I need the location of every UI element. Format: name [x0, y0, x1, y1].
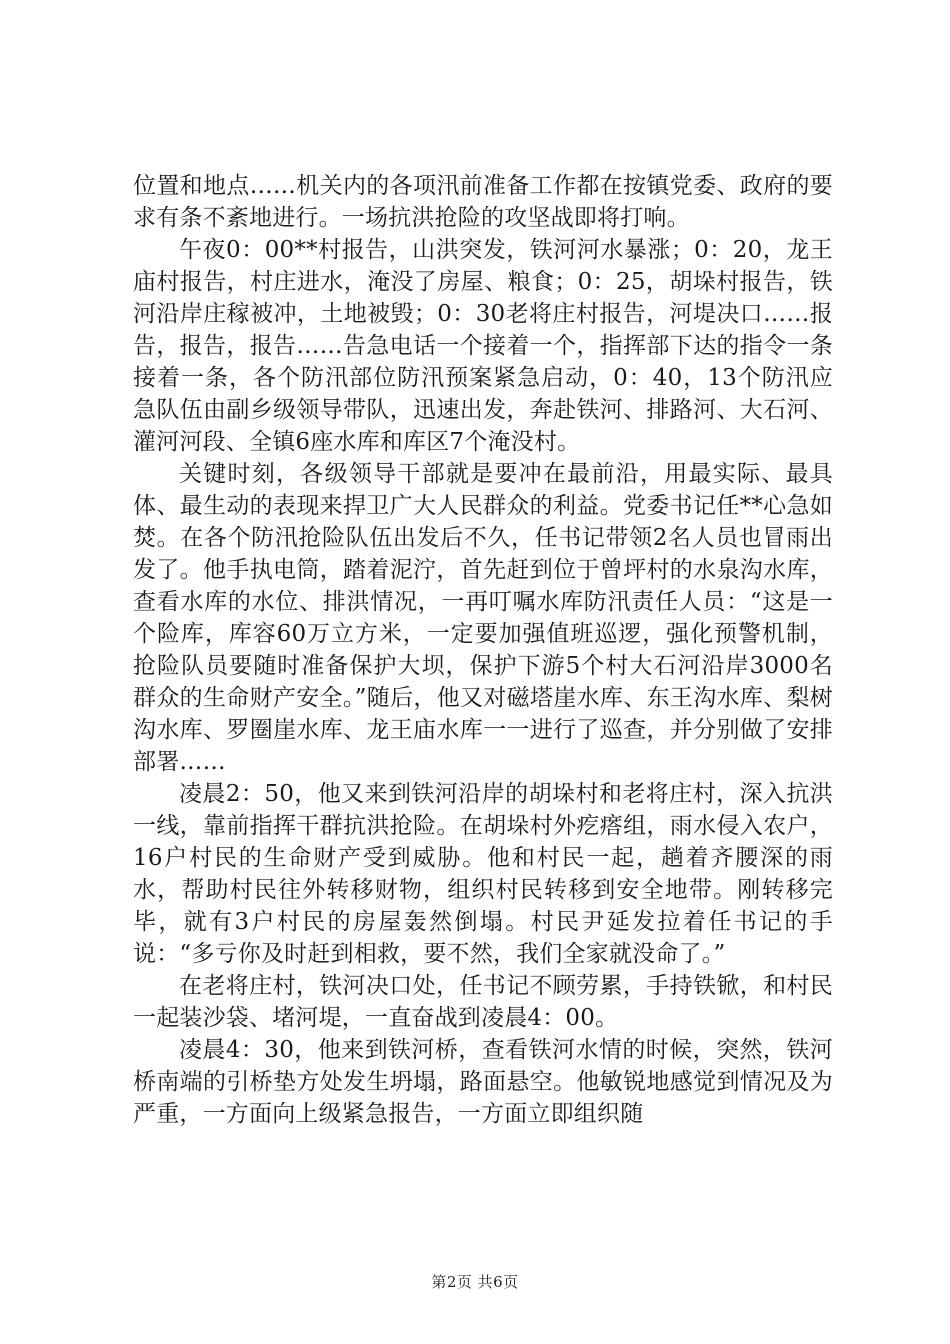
paragraph: 位置和地点……机关内的各项汛前准备工作都在按镇党委、政府的要求有条不紊地进行。一场抗洪抢险的攻坚战即将打响。: [133, 173, 833, 231]
paragraph: 午夜0：00**村报告，山洪突发，铁河河水暴涨；0：20，龙王庙村报告，村庄进水，淹没了房屋、粮食；0：25，胡垛村报告，铁河沿岸庄稼被冲，土地被毁；0：30老将庄村报告，河堤决口……报告，报告，报告……告急电话一个接着一个，指挥部下达的指令一条接着一条，各个防汛部位防汛预案紧急启动，0：40，13个防汛应急队伍由副乡级领导带队，迅速出发，奔赴铁河、排路河、大石河、灌河河段、全镇6座水库和库区7个淹没村。: [133, 237, 833, 455]
paragraph: 在老将庄村，铁河决口处，任书记不顾劳累，手持铁锨，和村民一起装沙袋、堵河堤，一直奋战到凌晨4：00。: [133, 973, 833, 1031]
document-body: [133, 170, 833, 1130]
page-footer: 第2页 共6页: [431, 1273, 519, 1291]
paragraph: 凌晨2：50，他又来到铁河沿岸的胡垛村和老将庄村，深入抗洪一线，靠前指挥干群抗洪抢险。在胡垛村外疙瘩组，雨水侵入农户，16户村民的生命财产受到威胁。他和村民一起，趟着齐腰深的雨水，帮助村民往外转移财物，组织村民转移到安全地带。刚转移完毕，就有3户村民的房屋轰然倒塌。村民尹延发拉着任书记的手说：“多亏你及时赶到相救，要不然，我们全家就没命了。”: [133, 781, 833, 967]
paragraph: 关键时刻，各级领导干部就是要冲在最前沿，用最实际、最具体、最生动的表现来捍卫广大人民群众的利益。党委书记任**心急如焚。在各个防汛抢险队伍出发后不久，任书记带领2名人员也冒雨出发了。他手执电筒，踏着泥泞，首先赶到位于曾坪村的水泉沟水库，查看水库的水位、排洪情况，一再叮嘱水库防汛责任人员：“这是一个险库，库容60万立方米，一定要加强值班巡逻，强化预警机制，抢险队员要随时准备保护大坝，保护下游5个村大石河沿岸3000名群众的生命财产安全。”随后，他又对磁塔崖水库、东王沟水库、梨树沟水库、罗圈崖水库、龙王庙水库一一进行了巡查，并分别做了安排部署……: [133, 461, 833, 775]
paragraph: 凌晨4：30，他来到铁河桥，查看铁河水情的时候，突然，铁河桥南端的引桥垫方处发生坍塌，路面悬空。他敏锐地感觉到情况及为严重，一方面向上级紧急报告，一方面立即组织随: [133, 1037, 833, 1127]
